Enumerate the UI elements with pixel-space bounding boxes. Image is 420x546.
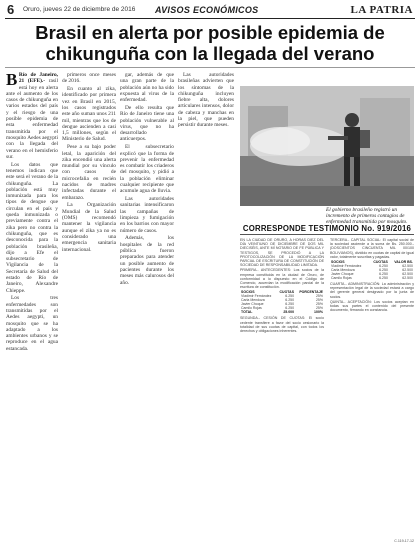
- notice-column-left: [240, 238, 324, 536]
- table-cell: 25.000: [283, 310, 295, 315]
- page-header: [5, 3, 415, 19]
- article-paragraph: En cuanto al zika, identificado por primera vez en Brasil en 2015, los casos registrados este año suman unos 211 mil, mientras que los de dengue ascienden a casi 1,5 millones, según el Ministerio de Salud.: [62, 86, 116, 143]
- table-cell: Carla Mendoza: [331, 268, 355, 273]
- table-row: [330, 276, 414, 280]
- article-paragraph: Las autoridades sanitarias intensificaron las campañas de limpieza y fumigación en los barrios con mayor número de casos.: [120, 196, 174, 234]
- notice-paragraph: EN LA CIUDAD DE ORURO, A HORAS DIEZ DEL DÍA VEINTIUNO DE DICIEMBRE DE DOS MIL DIECISÉIS, ANTE MÍ NOTARIO DE FE PÚBLICA Y TESTIGOS, SE PROCEDIÓ A LA PROTOCOLIZACIÓN DE LA MODIFICACIÓN PARCIAL DE ESCRITURA DE CONSTITUCIÓN DE SOCIEDAD DE RESPONSABILIDAD LIMITADA.: [240, 238, 324, 268]
- article-paragraph: Los datos que tenemos indican que este será el verano de la chikunguña. La población está muy inmunizada para los tipos de dengue que circulan en el país y queda inmunizada o previamente contra el zika pero no contra la chikunguña, que es desconocida para la población brasileña, dijo a Efe el subsecretario de Vigilancia de la Secretaría de Salud del estado de Río de Janeiro, Alexandre Chieppe.: [6, 161, 58, 294]
- headline-divider: [5, 67, 415, 68]
- notice-paragraph: CUARTA.- ADMINISTRACIÓN: La administración y representación legal de la sociedad estará a cargo del gerente general designado por la junta de socios.: [330, 282, 414, 299]
- table-cell: Javier Choque: [241, 302, 264, 307]
- section-title: AVISOS ECONÓMICOS: [155, 5, 259, 15]
- article-dateline: Río de Janeiro, 21 (EFE).-: [18, 72, 58, 85]
- table-header-cell: SOCIOS: [241, 290, 255, 295]
- table-cell: 6.250: [379, 276, 388, 281]
- notice-table-valores: [330, 260, 414, 280]
- article-paragraph: primeros once meses de 2016.: [62, 72, 116, 85]
- notice-divider: [240, 234, 414, 235]
- issue-date: Oruro, jueves 22 de diciembre de 2016: [23, 6, 136, 13]
- table-cell: 25%: [315, 294, 323, 299]
- table-cell: 100%: [314, 310, 323, 315]
- table-cell: Javier Choque: [331, 272, 354, 277]
- table-cell: 6.250: [285, 294, 295, 299]
- page-number: 6: [7, 2, 15, 17]
- table-cell: 62.500: [402, 264, 413, 269]
- table-cell: 6.250: [379, 268, 388, 273]
- article-photo: [240, 86, 414, 206]
- table-cell: Vladimir Fernández: [331, 264, 362, 269]
- drop-cap: B: [6, 72, 18, 89]
- article-headline: Brasil en alerta por posible epidemia de chikunguña con la llegada del verano: [35, 22, 385, 64]
- table-cell: 6.250: [285, 298, 295, 303]
- table-cell: Camilo Rojas: [241, 306, 262, 311]
- table-cell: Carla Mendoza: [241, 298, 265, 303]
- article-column-1: [6, 72, 58, 540]
- table-cell: 25%: [315, 306, 323, 311]
- table-cell: 62.500: [402, 276, 413, 281]
- notice-paragraph: SEGUNDA.- CESIÓN DE CUOTAS: El socio cedente transfiere a favor del socio cesionario la totalidad de sus cuotas de capital, con todos los derechos y obligaciones inherentes.: [240, 316, 324, 334]
- table-cell: 6.250: [379, 264, 388, 269]
- table-cell: 25%: [315, 298, 323, 303]
- article-column-2: [62, 72, 116, 540]
- table-header-cell: CUOTAS: [373, 260, 388, 265]
- fumigation-photo-illustration: [240, 86, 414, 206]
- table-cell: Vladimir Fernández: [241, 294, 272, 299]
- article-paragraph: Además, los hospitales de la red pública fueron preparados para atender un posible aumento de pacientes durante los meses más calurosos del año.: [120, 235, 174, 286]
- article-paragraph: gar, además de que una gran parte de la población aún no ha sido expuesta al virus de la enfermedad.: [120, 72, 174, 104]
- notice-paragraph: TERCERA.- CAPITAL SOCIAL: El capital social de la sociedad asciende a la suma de Bs. 250.000.- (DOSCIENTOS CINCUENTA MIL 00/100 BOLIVIANOS), dividido en cuotas de capital de igual valor, totalmente suscritas y pagadas.: [330, 238, 414, 259]
- table-header-cell: CUOTAS: [279, 290, 295, 295]
- article-column-4: [178, 72, 234, 540]
- table-cell: 6.250: [379, 272, 388, 277]
- notice-table-cuotas: [240, 290, 324, 314]
- photo-caption: El gobierno brasileño registró un incremento de primeros contagios de enfermedad transmitida por mosquito.: [326, 207, 408, 225]
- table-cell: Camilo Rojas: [331, 276, 352, 281]
- table-cell: 62.500: [402, 272, 413, 277]
- table-header-cell: SOCIOS: [331, 260, 345, 265]
- table-cell: 25%: [315, 302, 323, 307]
- notice-reference-code: C.119-17-12: [394, 539, 414, 543]
- article-paragraph: La Organización Mundial de la Salud (OMS) recomendó mantener la vigilancia aunque el zika ya no es considerado una emergencia sanitaria internacional.: [62, 202, 116, 253]
- table-cell: TOTAL: [241, 310, 253, 315]
- article-paragraph: Los tres enfermedades son transmitidas por el Aedes aegypti, un mosquito que se ha adaptado a los ambientes urbanos y se reproduce en el agua estancada.: [6, 295, 58, 352]
- newspaper-name: LA PATRIA: [350, 4, 413, 16]
- table-cell: 62.500: [402, 268, 413, 273]
- notice-title: CORRESPONDE TESTIMONIO No. 919/2016: [242, 224, 412, 233]
- notice-paragraph: PRIMERA.- ANTECEDENTES: Los socios de la empresa constituida en la ciudad de Oruro, de conformidad a lo dispuesto en el Código de Comercio, acuerdan la modificación parcial de la escritura de constitución.: [240, 268, 324, 290]
- table-total-row: [240, 310, 324, 314]
- table-cell: 6.250: [285, 306, 295, 311]
- notice-paragraph: QUINTA.- ACEPTACIÓN: Los socios aceptan en todas sus partes el contenido del presente documento, firmando en constancia.: [330, 299, 414, 313]
- table-cell: 6.250: [285, 302, 295, 307]
- table-header-cell: PORCENTAJE: [299, 290, 323, 295]
- article-paragraph: El subsecretario explicó que la forma de prevenir la enfermedad es combatir los criaderos del mosquito, y pidió a la población eliminar cualquier recipiente que acumule agua de lluvia.: [120, 144, 174, 195]
- article-paragraph: Pese a su bajo poder letal, la aparición del zika encendió una alerta mundial por su vínculo con casos de microcefalia en recién nacidos de madres infectadas durante el embarazo.: [62, 144, 116, 201]
- table-header-cell: VALOR BS.: [394, 260, 413, 265]
- article-lead-text: rasil está hoy en alerta ante el aumento de los casos de chikunguña en varios estados del país y el riesgo de una posible epidemia de esta enfermedad transmitida por el mosquito Aedes aegypti con la llegada del verano en el hemisferio sur.: [6, 78, 58, 160]
- article-paragraph: Las autoridades brasileñas advierten que los síntomas de la chikunguña incluyen fiebre alta, dolores articulares intensos, dolor de cabeza y manchas en la piel, que pueden persistir durante meses.: [178, 72, 234, 129]
- notice-column-right: [330, 238, 414, 536]
- article-paragraph: De ello resulta que Río de Janeiro tiene una población vulnerable al virus, que no ha desarrollado anticuerpos.: [120, 104, 174, 143]
- article-column-3: [120, 72, 174, 540]
